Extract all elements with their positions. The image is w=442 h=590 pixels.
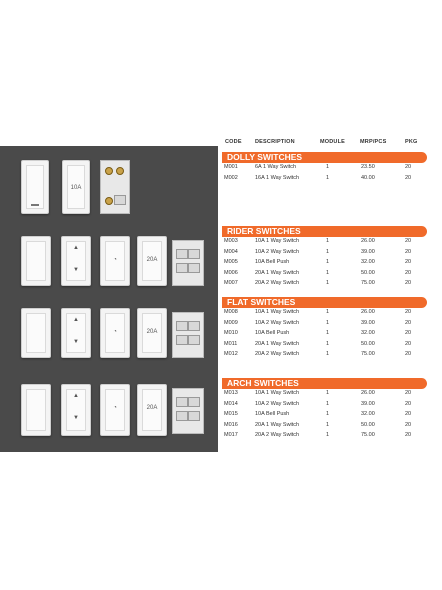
product-code: M010 [224, 330, 238, 336]
product-pkg: 20 [405, 164, 412, 170]
arch-switch-1way [21, 384, 51, 436]
product-module: 1 [326, 411, 330, 417]
product-pkg: 20 [405, 411, 412, 417]
product-description: 20A 1 Way Switch [255, 269, 300, 276]
product-description: 10A 2 Way Switch [255, 248, 300, 255]
product-pkg: 20 [405, 400, 412, 407]
product-mrp: 75.00 [361, 432, 375, 438]
header-code: CODE [225, 139, 242, 145]
rating-label: 20A [146, 329, 158, 335]
product-code: M006 [224, 269, 238, 276]
rider-switch-2way: ▲ ▼ [61, 236, 91, 286]
header-pkg: PKG [405, 139, 418, 145]
table-row [222, 319, 427, 328]
product-pkg: 20 [405, 280, 412, 286]
product-module: 1 [326, 248, 330, 255]
product-description: 20A 1 Way Switch [255, 340, 300, 347]
product-code: M015 [224, 411, 238, 417]
header-mrp: MRP/PCS [360, 139, 387, 145]
arch-bell-push: ◔ [100, 384, 130, 436]
product-module: 1 [326, 269, 330, 276]
product-mrp: 50.00 [361, 340, 375, 347]
rider-mechanism [172, 240, 204, 286]
product-mrp: 32.00 [361, 411, 375, 417]
header-module: MODULE [320, 139, 346, 145]
product-mrp: 26.00 [361, 390, 375, 396]
product-code: M001 [224, 164, 238, 170]
flat-bell-push: ◔ [100, 308, 130, 358]
section-title: ARCH SWITCHES [224, 378, 302, 389]
flat-mechanism [172, 312, 204, 358]
product-description: 10A Bell Push [255, 330, 290, 336]
product-code: M016 [224, 421, 238, 428]
product-mrp: 75.00 [361, 280, 375, 286]
product-mrp: 40.00 [361, 174, 375, 181]
product-module: 1 [326, 259, 330, 265]
product-code: M005 [224, 259, 238, 265]
product-code: M011 [224, 340, 238, 347]
table-row [222, 421, 427, 430]
product-mrp: 23.50 [361, 164, 375, 170]
product-code: M017 [224, 432, 238, 438]
product-description: 10A Bell Push [255, 411, 290, 417]
arch-mechanism [172, 388, 204, 434]
product-pkg: 20 [405, 248, 412, 255]
dolly-mechanism [100, 160, 130, 214]
product-description: 10A 1 Way Switch [255, 238, 300, 244]
table-row [222, 258, 427, 267]
rider-switch-20a [137, 236, 167, 286]
section-title: FLAT SWITCHES [224, 297, 298, 308]
table-row [222, 279, 427, 288]
product-pkg: 20 [405, 238, 412, 244]
product-description: 10A 1 Way Switch [255, 309, 300, 315]
product-module: 1 [326, 421, 330, 428]
product-pkg: 20 [405, 432, 412, 438]
product-description: 10A 1 Way Switch [255, 390, 300, 396]
arch-switch-2way: ▲ ▼ [61, 384, 91, 436]
rider-switch-1way [21, 236, 51, 286]
rider-bell-push: ◔ [100, 236, 130, 286]
product-description: 10A 2 Way Switch [255, 319, 300, 326]
product-pkg: 20 [405, 330, 412, 336]
product-module: 1 [326, 390, 330, 396]
flat-switch-1way [21, 308, 51, 358]
table-row [222, 389, 427, 398]
product-description: 6A 1 Way Switch [255, 164, 297, 170]
table-row [222, 340, 427, 349]
table-row [222, 400, 427, 409]
section-header [222, 378, 427, 389]
product-code: M008 [224, 309, 238, 315]
section-header [222, 152, 427, 163]
product-code: M004 [224, 248, 238, 255]
product-pkg: 20 [405, 259, 412, 265]
product-mrp: 39.00 [361, 319, 375, 326]
product-mrp: 50.00 [361, 269, 375, 276]
product-description: 10A Bell Push [255, 259, 290, 265]
product-pkg: 20 [405, 351, 412, 357]
product-pkg: 20 [405, 319, 412, 326]
product-mrp: 50.00 [361, 421, 375, 428]
table-row [222, 329, 427, 338]
product-pkg: 20 [405, 421, 412, 428]
product-module: 1 [326, 238, 330, 244]
section-title: RIDER SWITCHES [224, 226, 304, 237]
table-row [222, 237, 427, 246]
rating-label: 20A [146, 405, 158, 411]
product-module: 1 [326, 174, 330, 181]
product-code: M003 [224, 238, 238, 244]
product-module: 1 [326, 309, 330, 315]
flat-switch-2way: ▲ ▼ [61, 308, 91, 358]
table-row [222, 174, 427, 183]
rating-label: 20A [146, 257, 158, 263]
table-row [222, 308, 427, 317]
product-code: M007 [224, 280, 238, 286]
product-pkg: 20 [405, 390, 412, 396]
product-description: 20A 1 Way Switch [255, 421, 300, 428]
product-mrp: 32.00 [361, 330, 375, 336]
product-module: 1 [326, 164, 330, 170]
section-header [222, 297, 427, 308]
header-description: DESCRIPTION [255, 139, 295, 145]
product-description: 20A 2 Way Switch [255, 351, 300, 357]
product-mrp: 26.00 [361, 238, 375, 244]
product-module: 1 [326, 319, 330, 326]
table-row [222, 248, 427, 257]
rating-label: 10A [70, 185, 82, 191]
product-mrp: 32.00 [361, 259, 375, 265]
product-description: 10A 2 Way Switch [255, 400, 300, 407]
table-row [222, 163, 427, 172]
product-description: 20A 2 Way Switch [255, 280, 300, 286]
product-pkg: 20 [405, 174, 412, 181]
product-photo-panel [0, 146, 218, 452]
product-module: 1 [326, 432, 330, 438]
product-pkg: 20 [405, 269, 412, 276]
product-module: 1 [326, 330, 330, 336]
product-module: 1 [326, 351, 330, 357]
product-description: 16A 1 Way Switch [255, 174, 300, 181]
product-code: M014 [224, 400, 238, 407]
product-mrp: 26.00 [361, 309, 375, 315]
product-code: M009 [224, 319, 238, 326]
product-description: 20A 2 Way Switch [255, 432, 300, 438]
table-row [222, 410, 427, 419]
dolly-switch-16a [62, 160, 90, 214]
table-row [222, 431, 427, 440]
section-header [222, 226, 427, 237]
product-module: 1 [326, 340, 330, 347]
product-mrp: 39.00 [361, 248, 375, 255]
table-row [222, 269, 427, 278]
arch-switch-20a [137, 384, 167, 436]
product-mrp: 75.00 [361, 351, 375, 357]
product-code: M013 [224, 390, 238, 396]
product-code: M002 [224, 174, 238, 181]
product-pkg: 20 [405, 309, 412, 315]
product-pkg: 20 [405, 340, 412, 347]
product-module: 1 [326, 400, 330, 407]
table-row [222, 350, 427, 359]
flat-switch-20a [137, 308, 167, 358]
product-code: M012 [224, 351, 238, 357]
dolly-switch-6a [21, 160, 49, 214]
product-module: 1 [326, 280, 330, 286]
section-title: DOLLY SWITCHES [224, 152, 305, 163]
product-mrp: 39.00 [361, 400, 375, 407]
